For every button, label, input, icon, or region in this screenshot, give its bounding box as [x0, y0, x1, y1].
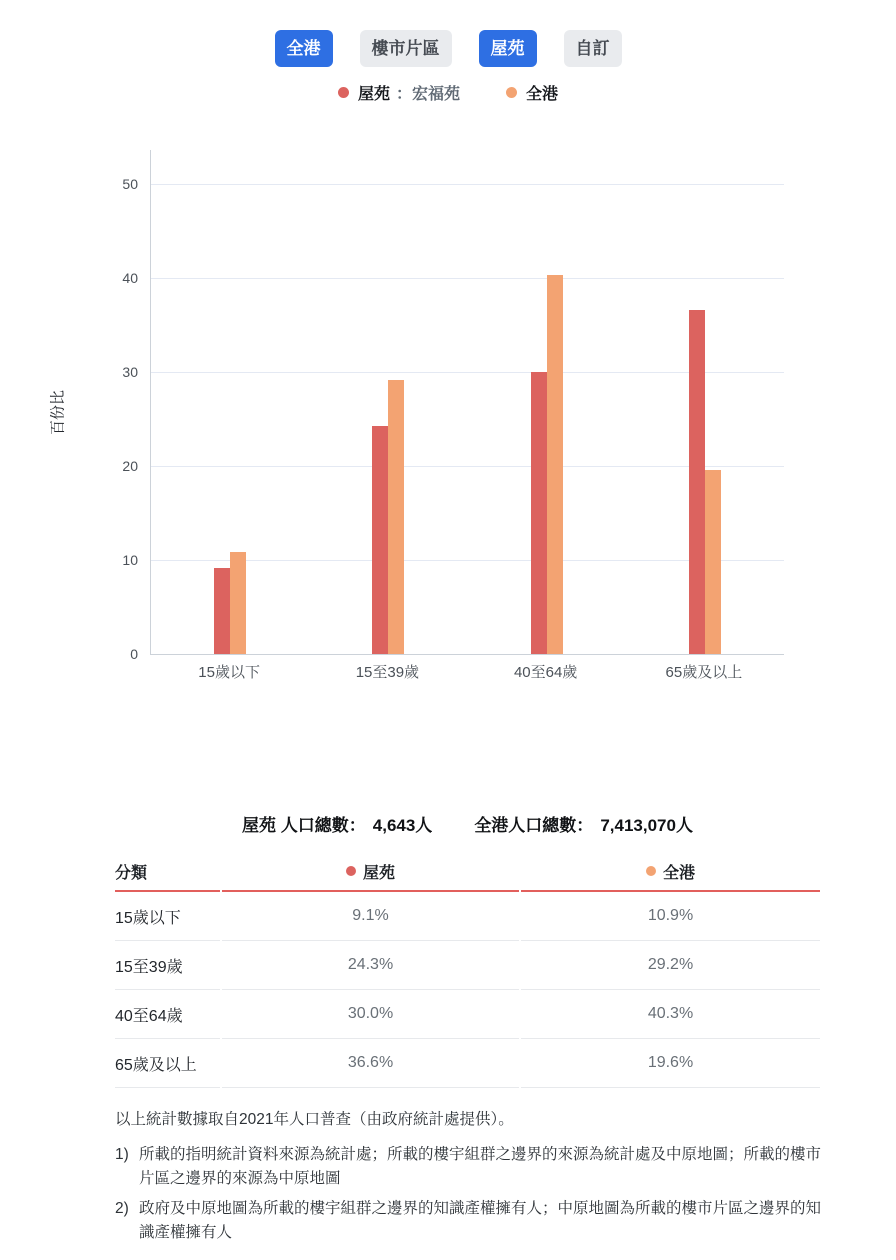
footnote-1	[115, 1143, 823, 1191]
y-tick-10: 10	[122, 552, 138, 568]
row-category: 15至39歲	[115, 941, 220, 990]
legend-overall-label: 全港	[526, 86, 559, 103]
row-category: 15歲以下	[115, 892, 220, 941]
bar-屋苑-15歲以下	[214, 568, 230, 654]
bar-全港-65歲及以上	[705, 470, 721, 654]
y-tick-50: 50	[122, 176, 138, 192]
x-label-40至64歲: 40至64歲	[513, 664, 578, 681]
estate-value: 30.0%	[222, 990, 519, 1039]
bar-全港-40至64歲	[547, 275, 563, 654]
plot-area	[150, 150, 784, 655]
legend-estate-label: 屋苑	[357, 86, 390, 103]
x-label-15歲以下: 15歲以下	[198, 664, 260, 681]
y-tick-30: 30	[122, 364, 138, 380]
mode-tabs	[0, 30, 896, 67]
footnote-number: 1)	[115, 1146, 129, 1164]
estate-total-value: 4,643人	[372, 816, 433, 835]
x-label-65歲及以上: 65歲及以上	[665, 664, 743, 681]
bar-全港-15至39歲	[388, 380, 404, 654]
hk-total-label: 全港人口總數：	[474, 816, 594, 835]
estate-total	[242, 811, 432, 836]
gridline-10	[151, 560, 784, 561]
col-header-estate	[222, 852, 519, 892]
footnotes	[115, 1108, 823, 1251]
bar-屋苑-65歲及以上	[689, 310, 705, 654]
col-header-overall	[521, 852, 820, 892]
table-header-row	[115, 852, 820, 892]
row-category: 40至64歲	[115, 990, 220, 1039]
estate-total-label: 屋苑 人口總數：	[242, 816, 366, 835]
gridline-50	[151, 184, 784, 185]
hk-total-value: 7,413,070人	[600, 816, 693, 835]
overall-value: 29.2%	[521, 941, 820, 990]
mode-tab-4[interactable]: 自訂	[564, 30, 622, 67]
table-row	[115, 1039, 820, 1088]
y-tick-20: 20	[122, 458, 138, 474]
estate-value: 36.6%	[222, 1039, 519, 1088]
footnote-number: 2)	[115, 1200, 129, 1218]
footnote-text: 所載的指明統計資料來源為統計處；所載的樓宇組群之邊界的來源為統計處及中原地圖；所載的樓市片區之邊界的來源為中原地圖	[139, 1146, 822, 1188]
bar-全港-15歲以下	[230, 552, 246, 654]
legend-item-overall[interactable]	[506, 81, 558, 104]
x-label-15至39歲: 15至39歲	[355, 664, 420, 681]
overall-value: 40.3%	[521, 990, 820, 1039]
legend-item-estate[interactable]	[338, 81, 460, 104]
col-header-category: 分類	[115, 852, 220, 892]
row-category: 65歲及以上	[115, 1039, 220, 1088]
population-summary	[115, 811, 820, 836]
footnote-text: 政府及中原地圖為所載的樓宇組群之邊界的知識產權擁有人；中原地圖為所載的樓市片區之邊界的知識產權擁有人	[139, 1200, 822, 1242]
y-tick-0: 0	[130, 646, 138, 662]
estate-value: 24.3%	[222, 941, 519, 990]
estate-series-dot	[338, 87, 349, 98]
estate-col-label: 屋苑	[362, 864, 395, 882]
legend-estate-name: ：宏福苑	[395, 86, 460, 103]
table-row	[115, 892, 820, 941]
table-row	[115, 990, 820, 1039]
data-source-note: 以上統計數據取自2021年人口普查（由政府統計處提供）。	[115, 1111, 514, 1128]
overall-col-dot	[646, 866, 656, 876]
mode-tab-2[interactable]: 樓市片區	[360, 30, 452, 67]
gridline-40	[151, 278, 784, 279]
bar-屋苑-15至39歲	[372, 426, 388, 654]
hk-total	[474, 811, 693, 836]
mode-tab-3[interactable]: 屋苑	[479, 30, 537, 67]
y-axis-title: 百份比	[49, 390, 67, 436]
overall-col-label: 全港	[662, 864, 695, 882]
y-tick-40: 40	[122, 270, 138, 286]
gridline-30	[151, 372, 784, 373]
stats-table	[115, 852, 820, 1088]
bar-屋苑-40至64歲	[531, 372, 547, 654]
overall-series-dot	[506, 87, 517, 98]
table-body	[115, 892, 820, 1088]
estate-value: 9.1%	[222, 892, 519, 941]
overall-value: 10.9%	[521, 892, 820, 941]
mode-tab-1[interactable]: 全港	[275, 30, 333, 67]
table-row	[115, 941, 820, 990]
gridline-20	[151, 466, 784, 467]
chart-legend	[0, 81, 896, 104]
estate-col-dot	[346, 866, 356, 876]
overall-value: 19.6%	[521, 1039, 820, 1088]
footnote-2	[115, 1197, 823, 1245]
